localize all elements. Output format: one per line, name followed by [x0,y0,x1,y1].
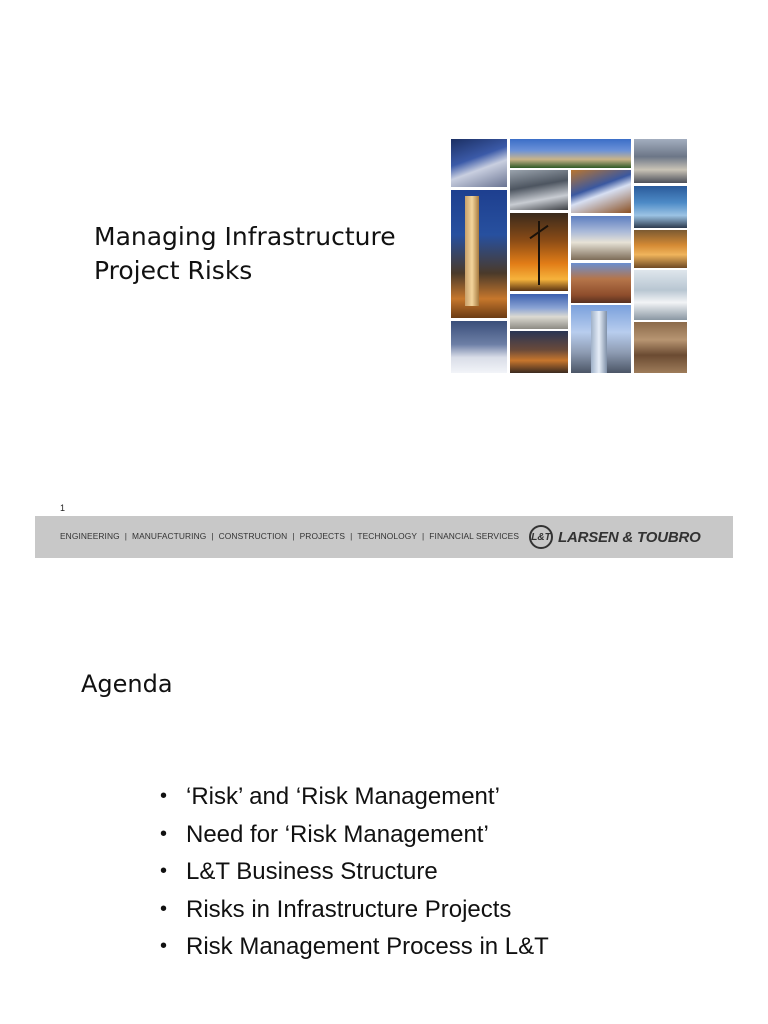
footer-nav-separator: | [211,531,214,541]
agenda-item [160,853,549,891]
photo-city-aerial [634,139,687,183]
lt-logo-icon: L&T [529,525,553,549]
footer-nav-financial-services: FINANCIAL SERVICES [429,531,520,541]
footer-band [35,516,733,558]
agenda-item-text: Need for ‘Risk Management’ [186,820,489,848]
bullet-icon: • [160,935,168,957]
agenda-item [160,928,549,966]
photo-stadium-roof [510,170,568,210]
brand [529,525,701,549]
bullet-icon: • [160,785,168,807]
agenda-title: Agenda [81,670,173,698]
footer-nav-separator: | [350,531,353,541]
photo-evening-streetscape [510,331,568,373]
photo-government-dome [510,294,568,329]
footer-nav-technology: TECHNOLOGY [357,531,418,541]
footer-nav-projects: PROJECTS [299,531,346,541]
footer-nav-separator: | [124,531,128,541]
agenda-list [160,778,549,966]
agenda-item-text: L&T Business Structure [186,858,438,885]
bullet-icon: • [160,822,168,845]
photo-palace-building [510,139,631,168]
bullet-icon: • [160,897,168,920]
photo-glass-tower [571,305,631,373]
bullet-icon: • [160,860,168,882]
photo-water-treatment [634,322,687,373]
photo-industrial-interior [634,230,687,268]
slide-title-line-1: Managing Infrastructure [94,222,396,251]
footer-nav-separator: | [422,531,425,541]
agenda-item-text: ‘Risk’ and ‘Risk Management’ [186,783,500,810]
photo-concert-hall [451,139,507,187]
agenda-item [160,778,549,816]
agenda-item [160,891,549,929]
agenda-item-text: Risks in Infrastructure Projects [186,895,512,923]
slide-title [94,220,396,288]
infrastructure-photo-collage [451,139,687,373]
photo-wind-turbine-sunset [510,213,568,291]
page-number: 1 [60,503,66,513]
brand-name: LARSEN & TOUBRO [558,528,701,546]
footer-nav-construction: CONSTRUCTION [218,531,288,541]
photo-snow-building [451,321,507,373]
footer-nav-engineering: ENGINEERING [60,531,120,541]
photo-blue-pavilion [571,170,631,213]
footer-nav-separator: | [292,531,295,541]
footer-nav [60,531,519,541]
slide-title-line-2: Project Risks [94,256,253,285]
photo-mixed-use-complex [571,216,631,260]
footer-nav-manufacturing: MANUFACTURING [132,531,207,541]
photo-brick-building [571,263,631,303]
agenda-item [160,816,549,854]
photo-skyscraper-night [451,190,507,318]
photo-metro-station [634,186,687,228]
agenda-item-text: Risk Management Process in L&T [186,933,549,960]
photo-hospital-room [634,270,687,320]
